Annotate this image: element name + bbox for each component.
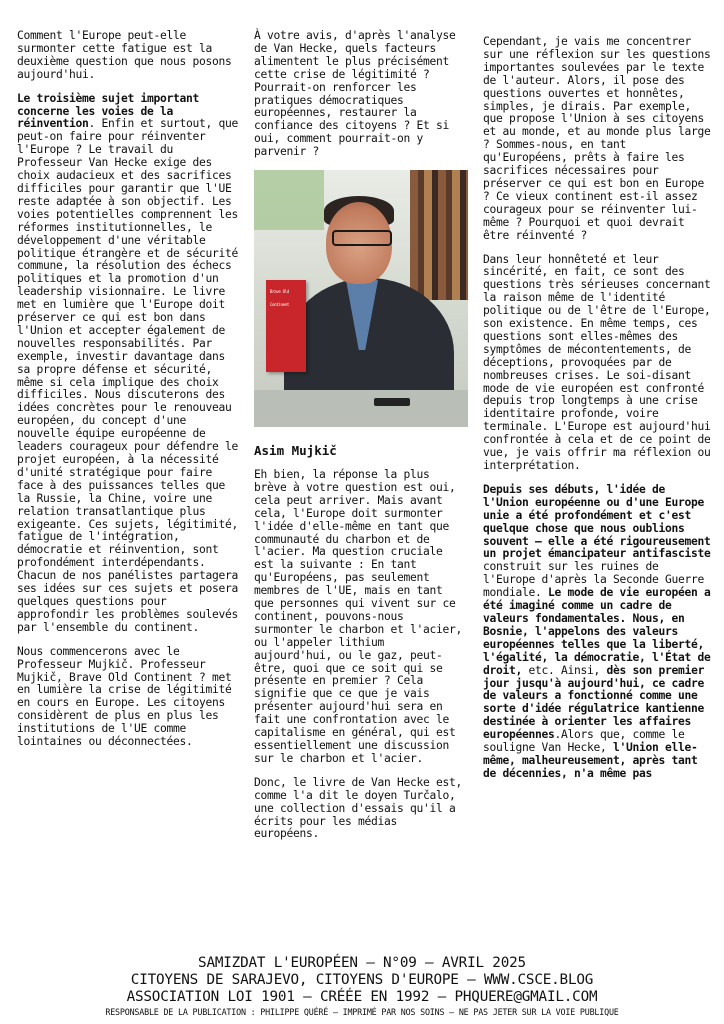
table: [254, 390, 468, 427]
footer-association-line: CITOYENS DE SARAJEVO, CITOYENS D'EUROPE – WWW.CSCE.BLOG: [130, 972, 594, 988]
paragraph: Dans leur honnêteté et leur sincérité, en fait, ce sont des questions très sérieuses concernant la raison même de l'identité politique ou de l'être de l'Europe, son existence. En même temps, ces questions sont elles-mêmes des symptômes de mécontentements, de déceptions, provoquées par de nombreuses crises. Le soi-disant mode de vie européen est confronté depuis trop longtemps à une crise identitaire profonde, voire terminale. L'Europe est aujourd'hui confrontée à cela et de ce point de vue, je vais offrir ma réflexion ou interprétation.: [483, 252, 711, 472]
footer-issue-line: SAMIZDAT L'EUROPÉEN – N°09 – AVRIL 2025: [198, 955, 526, 971]
paragraph: Comment l'Europe peut-elle surmonter cette fatigue est la deuxième question que nous posons aujourd'hui.: [17, 29, 232, 81]
paragraph-text: etc. Ainsi,: [522, 663, 607, 677]
photo-caption: Asim Mujkič: [254, 443, 337, 459]
red-book: [266, 280, 306, 372]
bold-text: l'Union elle-même, malheureusement, après tant de décennies, n'a même pas: [483, 741, 698, 780]
paragraph: [483, 484, 711, 781]
paragraph: [17, 93, 243, 635]
window-background: [254, 170, 324, 230]
phone: [374, 398, 410, 406]
paragraph: Eh bien, la réponse la plus brève à votre question est oui, cela peut arriver. Mais avant cela, l'Europe doit surmonter l'idée d'elle-même en tant que communauté du charbon et de l'acier. Ma question cruciale est la suivante : En tant qu'Européens, pas seulement membres de l'UE, mais en tant que personnes qui vivent sur ce continent, pouvons-nous surmonter le charbon et l'acier, ou l'appeler lithium aujourd'hui, ou le gaz, peut-être, quoi que ce soit qui se présente en premier ? Cela signifie que ce que je vais présenter aujourd'hui sera en fait une confrontation avec le capitalisme en général, qui est essentiellement une discussion sur le charbon et l'acier.: [254, 467, 463, 765]
paragraph-text: .Alors que, comme le souligne Van Hecke,: [483, 728, 685, 755]
bold-text: dès son premier jour jusqu'à aujourd'hui, ce cadre de valeurs a fonctionné comme une sorte d'idée régulatrice kantienne destinée à orienter les affaires européennes: [483, 663, 705, 742]
book-title: Brave Old Continent: [270, 289, 289, 307]
column-middle: [254, 30, 468, 852]
paragraph: Donc, le livre de Van Hecke est, comme l'a dit le doyen Turčalo, une collection d'essais qu'il a écrits pour les médias européens.: [254, 775, 463, 841]
speaker-photo: [254, 170, 468, 427]
paragraph: Cependant, je vais me concentrer sur une réflexion sur les questions importantes soulevées par le texte de l'auteur. Alors, il pose des questions ouvertes et honnêtes, simples, je dirais. Par exemple, que propose l'Union à ses citoyens et au monde, et au monde plus large ? Sommes-nous, en tant qu'Européens, prêts à faire les sacrifices nécessaires pour préserver ce qui est bon en Europe ? Ce vieux continent est-il assez courageux pour se réinventer lui-même ? Pourquoi et quoi devrait être réinventé ?: [483, 35, 711, 242]
speaker-glasses: [332, 230, 392, 246]
paragraph: À votre avis, d'après l'analyse de Van Hecke, quels facteurs alimentent le plus précisément cette crise de légitimité ? Pourrait-on renforcer les pratiques démocratiques européennes, restaurer la confiance des citoyens ? Et si oui, comment pourrait-on y parvenir ?: [254, 29, 456, 159]
footer-legal-line: RESPONSABLE DE LA PUBLICATION : PHILIPPE QUÉRÉ – IMPRIMÉ PAR NOS SOINS – NE PAS JETER SUR LA VOIE PUBLIQUE: [105, 1007, 619, 1017]
bookshelf: [410, 170, 468, 300]
column-right: [483, 36, 711, 792]
footer-contact-line: ASSOCIATION LOI 1901 – CRÉÉE EN 1992 – PHQUERE@GMAIL.COM: [126, 989, 598, 1005]
column-left: [17, 30, 243, 760]
bold-text: Le mode de vie européen a été imaginé comme un cadre de valeurs fondamentales. Nous, en Bosnie, l'appelons des valeurs européennes telles que la liberté, l'égalité, la démocratie, l'État de droit,: [483, 586, 711, 677]
bold-text: Depuis ses débuts, l'idée de l'Union européenne ou d'une Europe unie a été profondément et c'est quelque chose que nous oublions souvent – elle a été rigoureusement un projet émancipateur antifasciste: [483, 482, 711, 561]
paragraph-text: . Enfin et surtout, que peut-on faire pour réinventer l'Europe ? Le travail du Professeur Van Hecke exige des choix audacieux et des sacrifices difficiles pour garantir que l'UE reste adaptée à son objectif. Les voies potentielles comprennent les réformes institutionnelles, le développement d'une véritable politique étrangère et de sécurité commune, la résolution des échecs politiques et la promotion d'un leadership visionnaire. Le livre met en lumière que l'Europe doit préserver ce qui est bon dans l'Union et accepter également de nouvelles responsabilités. Par exemple, investir davantage dans sa propre défense et sécurité, même si cela implique des choix difficiles. Nous discuterons des idées concrètes pour le renouveau européen, du concept d'une nouvelle équipe européenne de leaders courageux pour défendre le projet européen, à la nécessité d'unité stratégique pour faire face à des puissances telles que la Russie, la Chine, voire une relation transatlantique plus exigeante. Ces sujets, légitimité, fatigue de l'intégration, démocratie et réinvention, sont profondément interdépendants. Chacun de nos panélistes partagera ses idées sur ces sujets et posera quelques questions pour approfondir les problèmes soulevés par l'ensemble du continent.: [17, 117, 239, 634]
paragraph: Nous commencerons avec le Professeur Mujkič. Professeur Mujkič, Brave Old Continent ? met en lumière la crise de légitimité en cours en Europe. Les citoyens considèrent de plus en plus les institutions de l'UE comme lointaines ou déconnectées.: [17, 644, 232, 749]
paragraph-text: construit sur les ruines de l'Europe d'après la Seconde Guerre mondiale.: [483, 560, 705, 600]
bold-lead: Le troisième sujet important concerne les voies de la réinvention: [17, 91, 200, 131]
